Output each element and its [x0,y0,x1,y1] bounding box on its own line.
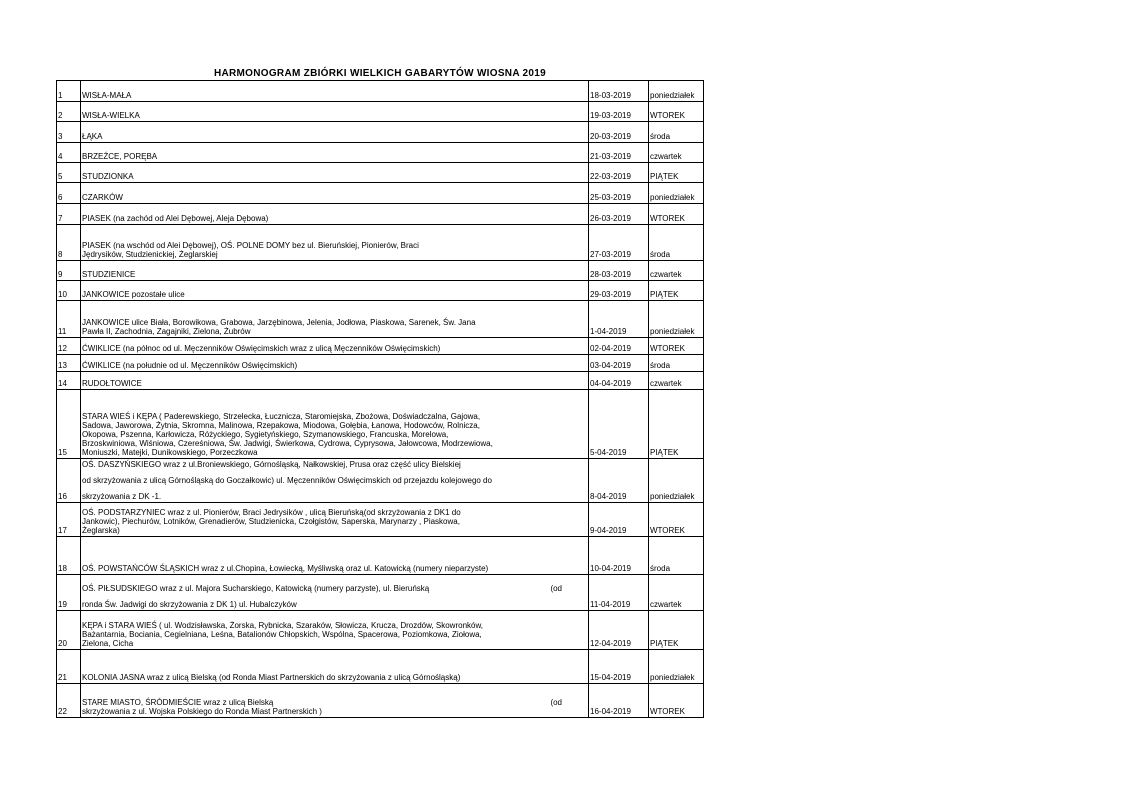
area-line [82,630,588,639]
row-number: 20 [57,611,81,650]
row-number: 22 [57,684,81,718]
area-text: skrzyżowania z ul. Wojska Polskiego do Ronda Miast Partnerskich ) [82,707,322,716]
area-cell [81,183,589,204]
table-row [57,355,704,372]
area-cell [81,537,589,575]
area-line [82,344,588,353]
area-text: RUDOŁTOWICE [82,379,142,388]
area-text: OŚ. DASZYŃSKIEGO wraz z ul.Broniewskiego, Górnośląską, Nałkowskiej, Prusa oraz część ulicy Bielskiej [82,460,461,469]
area-cell [81,281,589,301]
row-number: 4 [57,143,81,163]
area-cell [81,650,589,684]
area-cell [81,122,589,143]
area-text: Żeglarska) [82,526,120,535]
collection-date: 11-04-2019 [589,575,649,611]
table-row [57,225,704,261]
row-number: 1 [57,81,81,102]
area-text: ronda Św. Jadwigi do skrzyżowania z DK 1) ul. Hubalczyków [82,600,297,609]
area-cell [81,143,589,163]
area-cell [81,459,589,503]
area-line [82,707,588,716]
area-cell [81,261,589,281]
row-number: 2 [57,102,81,122]
collection-date: 1-04-2019 [589,301,649,338]
row-number: 17 [57,503,81,537]
area-text: STUDZIENICE [82,270,136,279]
area-line [82,412,588,421]
weekday: poniedziałek [649,650,704,684]
area-line [82,508,588,517]
collection-date: 21-03-2019 [589,143,649,163]
area-text: CZARKÓW [82,193,123,202]
continuation-marker: (od [550,698,562,707]
table-row [57,163,704,183]
collection-date: 03-04-2019 [589,355,649,372]
table-row [57,390,704,459]
area-line [82,379,588,388]
table-row [57,301,704,338]
area-line [82,270,588,279]
area-text: OŚ. POWSTAŃCÓW ŚLĄSKICH wraz z ul.Chopina, Łowiecką, Myśliwską oraz ul. Katowicką (numery nieparzyste) [82,564,489,573]
collection-date: 02-04-2019 [589,338,649,355]
collection-date: 18-03-2019 [589,81,649,102]
row-number: 9 [57,261,81,281]
collection-date: 26-03-2019 [589,204,649,225]
table-row [57,81,704,102]
area-line [82,564,588,573]
weekday: WTOREK [649,503,704,537]
schedule-body [57,81,704,718]
weekday: środa [649,122,704,143]
weekday: WTOREK [649,338,704,355]
row-number: 8 [57,225,81,261]
area-line [82,476,588,485]
row-number: 5 [57,163,81,183]
area-line [82,673,588,682]
area-line [82,439,588,448]
area-cell [81,575,589,611]
collection-date: 8-04-2019 [589,459,649,503]
area-line [82,241,588,250]
weekday: WTOREK [649,204,704,225]
area-line [82,584,588,593]
row-number: 11 [57,301,81,338]
area-line [82,639,588,648]
area-line [82,621,588,630]
collection-date: 9-04-2019 [589,503,649,537]
table-row [57,611,704,650]
area-cell [81,503,589,537]
table-row [57,575,704,611]
weekday: czwartek [649,372,704,390]
table-row [57,102,704,122]
row-number: 10 [57,281,81,301]
area-text: ĆWIKLICE (na południe od ul. Męczenników Oświęcimskich) [82,361,298,370]
row-number: 3 [57,122,81,143]
area-text: BRZEŹCE, PORĘBA [82,152,158,161]
weekday: PIĄTEK [649,611,704,650]
area-text: Sadowa, Jaworowa, Żytnia, Skromna, Malinowa, Rzepakowa, Miodowa, Gołębia, Łanowa, Hodowców, Rolnicza, [82,421,480,430]
area-text: Pawła II, Zachodnia, Zagajniki, Zielona, Żubrów [82,327,251,336]
weekday: środa [649,355,704,372]
table-row [57,503,704,537]
area-line [82,152,588,161]
area-line [82,698,588,707]
area-line [82,526,588,535]
area-text: OŚ. PIŁSUDSKIEGO wraz z ul. Majora Sucharskiego, Katowicką (numery parzyste), ul. Bieruńską [82,584,430,593]
area-text: Zielona, Cicha [82,639,134,648]
weekday: PIĄTEK [649,390,704,459]
area-line [82,250,588,259]
table-row [57,143,704,163]
area-line [82,111,588,120]
weekday: poniedziałek [649,301,704,338]
weekday: WTOREK [649,684,704,718]
area-text: WISŁA-MAŁA [82,91,132,100]
area-text: JANKOWICE ulice Biała, Borowikowa, Grabowa, Jarzębinowa, Jelenia, Jodłowa, Piaskowa, Sarenek, Św. Jana [82,318,476,327]
weekday: środa [649,225,704,261]
weekday: poniedziałek [649,183,704,204]
weekday: poniedziałek [649,459,704,503]
collection-date: 27-03-2019 [589,225,649,261]
collection-date: 29-03-2019 [589,281,649,301]
area-line [82,91,588,100]
area-cell [81,81,589,102]
area-cell [81,684,589,718]
area-cell [81,611,589,650]
row-number: 21 [57,650,81,684]
area-text: STARA WIEŚ i KĘPA ( Paderewskiego, Strzelecka, Łucznicza, Staromiejska, Zbożowa, Doświadczalna, Gajowa, [82,412,481,421]
collection-date: 16-04-2019 [589,684,649,718]
weekday: środa [649,537,704,575]
area-text: Bażantarnia, Bociania, Cegielniana, Leśna, Batalionów Chłopskich, Wspólna, Spacerowa, Poziomkowa, Ziołowa, [82,630,482,639]
collection-date: 04-04-2019 [589,372,649,390]
table-row [57,204,704,225]
schedule-table [56,80,704,718]
table-row [57,537,704,575]
collection-date: 20-03-2019 [589,122,649,143]
area-cell [81,204,589,225]
collection-date: 12-04-2019 [589,611,649,650]
collection-date: 25-03-2019 [589,183,649,204]
area-text: OŚ. PODSTARZYNIEC wraz z ul. Pionierów, Braci Jedrysików , ulicą Bieruńską(od skrzyżowania z DK1 do [82,508,461,517]
collection-date: 28-03-2019 [589,261,649,281]
area-line [82,517,588,526]
table-row [57,459,704,503]
area-text: STARE MIASTO, ŚRÓDMIEŚCIE wraz z ulicą Bielską [82,698,274,707]
area-text: od skrzyżowania z ulicą Górnośląską do Goczałkowic) ul. Męczenników Oświęcimskich od przejazdu kolejowego do [82,476,492,485]
area-text: KOLONIA JASNA wraz z ulicą Bielską (od Ronda Miast Partnerskich do skrzyżowania z ulicą Górnośląską) [82,673,461,682]
area-text: STUDZIONKA [82,172,134,181]
row-number: 18 [57,537,81,575]
table-row [57,650,704,684]
table-row [57,372,704,390]
area-text: Jankowic), Piechurów, Lotników, Grenadierów, Studzienicka, Czołgistów, Saperska, Marynarzy , Piaskowa, [82,517,460,526]
row-number: 6 [57,183,81,204]
area-line [82,361,588,370]
area-cell [81,102,589,122]
area-text: PIASEK (na zachód od Alei Dębowej, Aleja Dębowa) [82,214,269,223]
area-text: JANKOWICE pozostałe ulice [82,290,185,299]
row-number: 12 [57,338,81,355]
area-line [82,430,588,439]
area-cell [81,301,589,338]
weekday: czwartek [649,143,704,163]
area-line [82,290,588,299]
table-row [57,281,704,301]
weekday: WTOREK [649,102,704,122]
area-text: skrzyżowania z DK -1. [82,492,162,501]
area-line [82,327,588,336]
row-number: 15 [57,390,81,459]
area-text: Okopowa, Pszenna, Karłowicza, Różyckiego, Sygietyńskiego, Szymanowskiego, Francuska, Morelowa, [82,430,449,439]
area-line [82,448,588,457]
area-line [82,214,588,223]
row-number: 16 [57,459,81,503]
weekday: poniedziałek [649,81,704,102]
collection-date: 15-04-2019 [589,650,649,684]
row-number: 13 [57,355,81,372]
area-line [82,600,588,609]
area-line [82,132,588,141]
row-number: 14 [57,372,81,390]
table-row [57,338,704,355]
area-line [82,172,588,181]
area-cell [81,163,589,183]
weekday: czwartek [649,261,704,281]
area-text: WISŁA-WIELKA [82,111,140,120]
table-row [57,122,704,143]
area-cell [81,338,589,355]
area-line [82,460,588,469]
continuation-marker: (od [550,584,562,593]
area-text: ĆWIKLICE (na północ od ul. Męczenników Oświęcimskich wraz z ulicą Męczenników Oświęcimskich) [82,344,441,353]
table-row [57,183,704,204]
area-cell [81,225,589,261]
area-text: Moniuszki, Matejki, Dunikowskiego, Porzeczkowa [82,448,258,457]
row-number: 7 [57,204,81,225]
table-row [57,684,704,718]
area-line [82,193,588,202]
area-text: PIASEK (na wschód od Alei Dębowej), OŚ. POLNE DOMY bez ul. Bieruńskiej, Pionierów, Braci [82,241,419,250]
row-number: 19 [57,575,81,611]
area-text: KĘPA i STARA WIEŚ ( ul. Wodzisławska, Żorska, Rybnicka, Szaraków, Słowicza, Krucza, Drozdów, Skowronków, [82,621,484,630]
area-line [82,421,588,430]
table-row [57,261,704,281]
area-line [82,492,588,501]
collection-date: 5-04-2019 [589,390,649,459]
area-text: ŁĄKA [82,132,103,141]
area-cell [81,355,589,372]
page-title: HARMONOGRAM ZBIÓRKI WIELKICH GABARYTÓW WIOSNA 2019 [213,68,547,79]
collection-date: 22-03-2019 [589,163,649,183]
weekday: czwartek [649,575,704,611]
area-cell [81,390,589,459]
area-text: Brzoskwiniowa, Wiśniowa, Czereśniowa, Św. Jadwigi, Świerkowa, Cydrowa, Cyprysowa, Jałowcowa, Modrzewiowa, [82,439,493,448]
area-line [82,318,588,327]
weekday: PIĄTEK [649,163,704,183]
collection-date: 19-03-2019 [589,102,649,122]
area-text: Jędrysików, Studzienickiej, Żeglarskiej [82,250,218,259]
area-cell [81,372,589,390]
collection-date: 10-04-2019 [589,537,649,575]
weekday: PIĄTEK [649,281,704,301]
